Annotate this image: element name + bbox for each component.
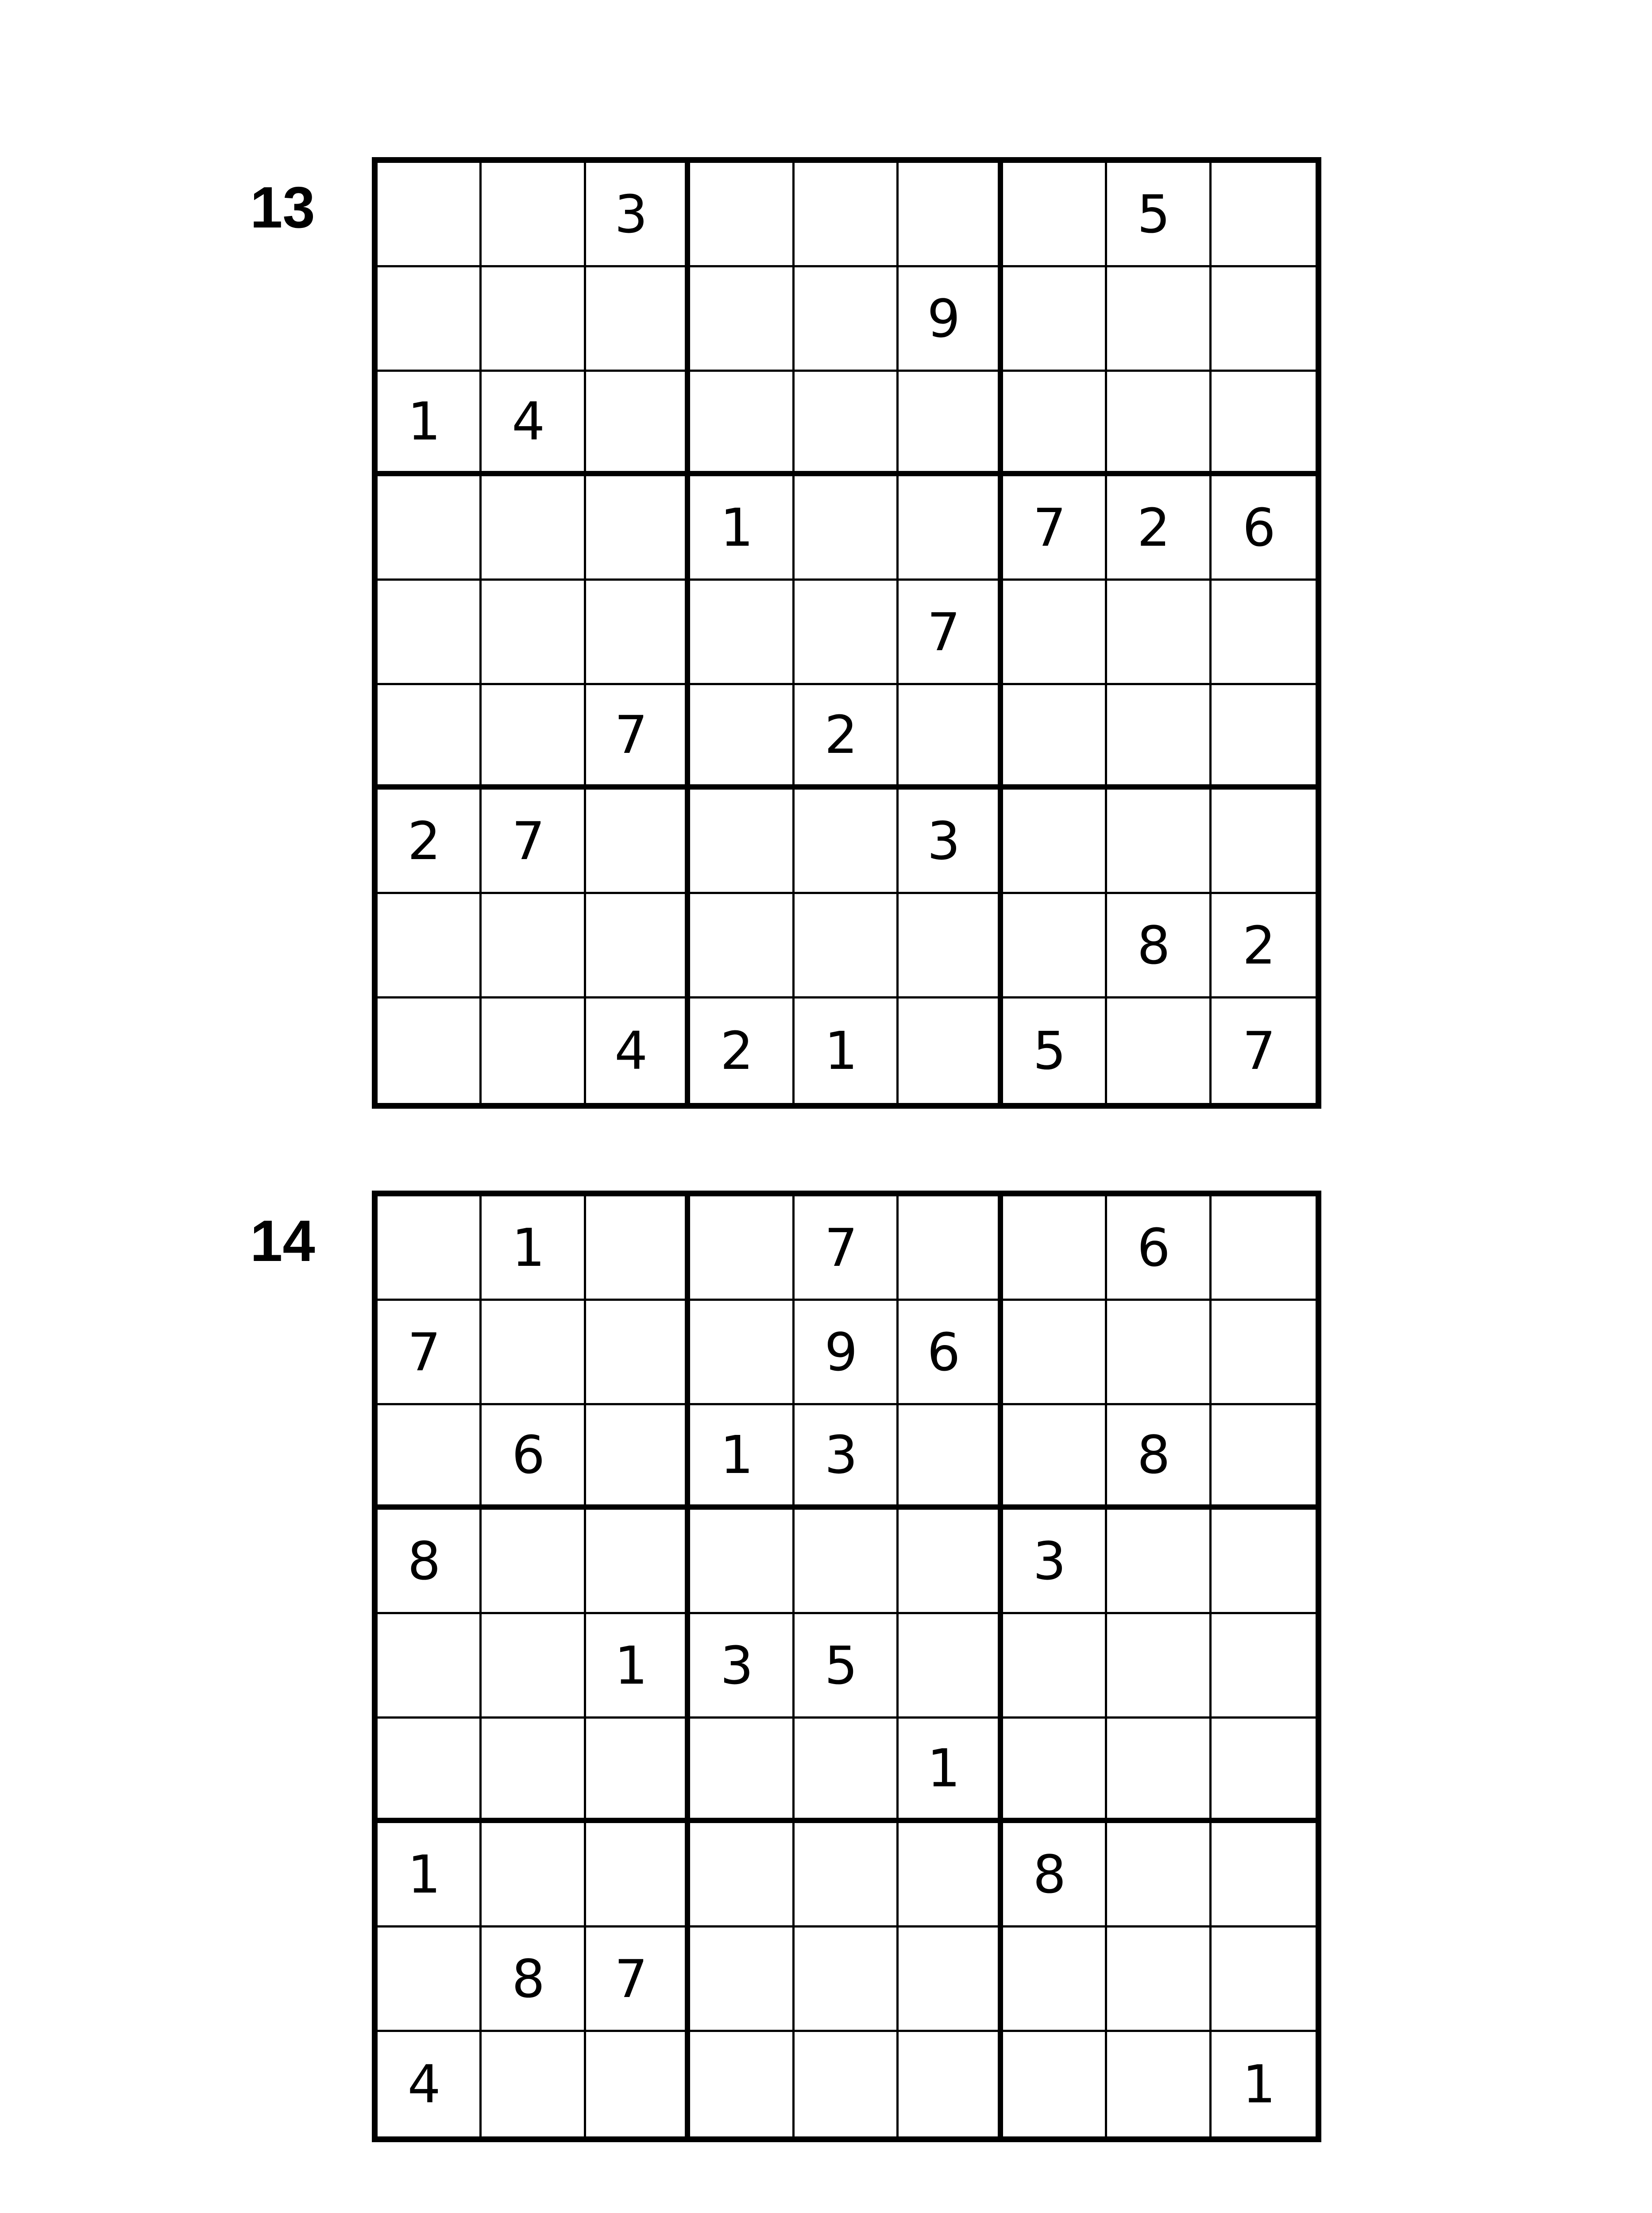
- sudoku-cell-r4-c1: [378, 1510, 482, 1614]
- sudoku-cell-r9-c5: [795, 999, 899, 1103]
- sudoku-cell-r7-c8: [1107, 1823, 1211, 1928]
- cell-digit: 7: [512, 810, 545, 871]
- sudoku-cell-r6-c2: [482, 1719, 586, 1823]
- sudoku-cell-r6-c5: [795, 685, 899, 790]
- sudoku-cell-r7-c8: [1107, 790, 1211, 894]
- sudoku-cell-r9-c2: [482, 999, 586, 1103]
- sudoku-cell-r5-c2: [482, 581, 586, 685]
- cell-digit: 4: [512, 391, 545, 452]
- sudoku-cell-r8-c3: [586, 1928, 690, 2032]
- sudoku-cell-r6-c6: [899, 685, 1003, 790]
- sudoku-cell-r3-c4: [690, 372, 794, 476]
- cell-digit: 3: [824, 1424, 858, 1485]
- cell-digit: 8: [512, 1948, 545, 2009]
- sudoku-cell-r7-c6: [899, 790, 1003, 894]
- sudoku-cell-r9-c8: [1107, 2032, 1211, 2136]
- sudoku-cell-r1-c9: [1212, 163, 1316, 267]
- sudoku-cell-r2-c5: [795, 267, 899, 372]
- sudoku-cell-r6-c5: [795, 1719, 899, 1823]
- sudoku-cell-r7-c3: [586, 790, 690, 894]
- sudoku-cell-r9-c3: [586, 2032, 690, 2136]
- cell-digit: 1: [512, 1217, 545, 1278]
- sudoku-cell-r4-c8: [1107, 476, 1211, 581]
- sudoku-cell-r4-c5: [795, 476, 899, 581]
- sudoku-cell-r9-c6: [899, 999, 1003, 1103]
- cell-digit: 8: [407, 1530, 441, 1592]
- sudoku-cell-r9-c4: [690, 2032, 794, 2136]
- sudoku-cell-r9-c2: [482, 2032, 586, 2136]
- sudoku-cell-r8-c7: [1003, 1928, 1107, 2032]
- sudoku-cell-r4-c7: [1003, 476, 1107, 581]
- sudoku-cell-r2-c7: [1003, 1301, 1107, 1405]
- cell-digit: 3: [614, 183, 648, 245]
- sudoku-cell-r3-c6: [899, 372, 1003, 476]
- sudoku-cell-r4-c2: [482, 1510, 586, 1614]
- cell-digit: 6: [1137, 1217, 1170, 1278]
- sudoku-cell-r1-c4: [690, 1196, 794, 1301]
- cell-digit: 1: [407, 391, 441, 452]
- sudoku-cell-r2-c9: [1212, 267, 1316, 372]
- cell-digit: 1: [614, 1635, 648, 1696]
- sudoku-cell-r2-c3: [586, 1301, 690, 1405]
- sudoku-puzzle-13: [250, 157, 1321, 1109]
- cell-digit: 7: [824, 1217, 858, 1278]
- cell-digit: 6: [1242, 497, 1276, 558]
- cell-digit: 5: [1137, 183, 1170, 245]
- sudoku-cell-r4-c1: [378, 476, 482, 581]
- sudoku-cell-r2-c4: [690, 267, 794, 372]
- sudoku-grid: [372, 157, 1321, 1109]
- sudoku-cell-r1-c1: [378, 1196, 482, 1301]
- sudoku-cell-r2-c7: [1003, 267, 1107, 372]
- sudoku-cell-r8-c1: [378, 1928, 482, 2032]
- sudoku-cell-r7-c9: [1212, 790, 1316, 894]
- sudoku-cell-r1-c2: [482, 163, 586, 267]
- cell-digit: 1: [720, 1424, 754, 1485]
- sudoku-cell-r8-c5: [795, 894, 899, 999]
- sudoku-cell-r9-c4: [690, 999, 794, 1103]
- sudoku-cell-r2-c3: [586, 267, 690, 372]
- sudoku-cell-r2-c9: [1212, 1301, 1316, 1405]
- sudoku-cell-r5-c5: [795, 1614, 899, 1719]
- sudoku-cell-r3-c5: [795, 1405, 899, 1510]
- sudoku-cell-r4-c7: [1003, 1510, 1107, 1614]
- sudoku-cell-r4-c9: [1212, 476, 1316, 581]
- sudoku-cell-r6-c8: [1107, 1719, 1211, 1823]
- cell-digit: 1: [1242, 2054, 1276, 2115]
- sudoku-cell-r6-c1: [378, 1719, 482, 1823]
- sudoku-cell-r2-c8: [1107, 1301, 1211, 1405]
- sudoku-cell-r5-c6: [899, 1614, 1003, 1719]
- sudoku-cell-r2-c6: [899, 1301, 1003, 1405]
- sudoku-cell-r1-c6: [899, 1196, 1003, 1301]
- sudoku-cell-r4-c6: [899, 1510, 1003, 1614]
- sudoku-cell-r3-c5: [795, 372, 899, 476]
- sudoku-cell-r6-c9: [1212, 685, 1316, 790]
- sudoku-cell-r1-c7: [1003, 1196, 1107, 1301]
- sudoku-cell-r3-c2: [482, 1405, 586, 1510]
- sudoku-cell-r3-c1: [378, 1405, 482, 1510]
- sudoku-cell-r7-c5: [795, 1823, 899, 1928]
- sudoku-cell-r6-c6: [899, 1719, 1003, 1823]
- cell-digit: 4: [407, 2054, 441, 2115]
- sudoku-cell-r5-c8: [1107, 581, 1211, 685]
- sudoku-cell-r1-c4: [690, 163, 794, 267]
- sudoku-cell-r9-c5: [795, 2032, 899, 2136]
- sudoku-cell-r4-c6: [899, 476, 1003, 581]
- sudoku-cell-r1-c8: [1107, 163, 1211, 267]
- sudoku-cell-r6-c3: [586, 1719, 690, 1823]
- puzzle-number: 14: [250, 1208, 315, 1273]
- cell-digit: 7: [407, 1321, 441, 1383]
- sudoku-cell-r8-c9: [1212, 894, 1316, 999]
- sudoku-cell-r3-c9: [1212, 372, 1316, 476]
- sudoku-cell-r2-c8: [1107, 267, 1211, 372]
- sudoku-cell-r9-c6: [899, 2032, 1003, 2136]
- sudoku-cell-r6-c8: [1107, 685, 1211, 790]
- sudoku-cell-r5-c4: [690, 581, 794, 685]
- sudoku-cell-r6-c1: [378, 685, 482, 790]
- sudoku-cell-r1-c3: [586, 163, 690, 267]
- cell-digit: 6: [512, 1424, 545, 1485]
- sudoku-cell-r5-c7: [1003, 581, 1107, 685]
- cell-digit: 3: [1033, 1530, 1066, 1592]
- sudoku-cell-r4-c3: [586, 476, 690, 581]
- cell-digit: 8: [1137, 1424, 1170, 1485]
- sudoku-cell-r1-c8: [1107, 1196, 1211, 1301]
- sudoku-cell-r5-c4: [690, 1614, 794, 1719]
- sudoku-cell-r3-c3: [586, 372, 690, 476]
- sudoku-cell-r5-c2: [482, 1614, 586, 1719]
- sudoku-cell-r3-c8: [1107, 372, 1211, 476]
- sudoku-cell-r4-c4: [690, 1510, 794, 1614]
- sudoku-cell-r8-c6: [899, 894, 1003, 999]
- cell-digit: 7: [1033, 497, 1066, 558]
- sudoku-cell-r3-c7: [1003, 372, 1107, 476]
- sudoku-cell-r5-c3: [586, 581, 690, 685]
- sudoku-cell-r1-c5: [795, 163, 899, 267]
- sudoku-cell-r6-c7: [1003, 685, 1107, 790]
- sudoku-cell-r8-c8: [1107, 894, 1211, 999]
- sudoku-cell-r6-c7: [1003, 1719, 1107, 1823]
- cell-digit: 2: [1137, 497, 1170, 558]
- sudoku-cell-r7-c5: [795, 790, 899, 894]
- sudoku-cell-r2-c1: [378, 1301, 482, 1405]
- sudoku-cell-r3-c8: [1107, 1405, 1211, 1510]
- sudoku-cell-r3-c2: [482, 372, 586, 476]
- sudoku-cell-r4-c9: [1212, 1510, 1316, 1614]
- sudoku-cell-r1-c1: [378, 163, 482, 267]
- sudoku-cell-r1-c9: [1212, 1196, 1316, 1301]
- sudoku-cell-r7-c2: [482, 1823, 586, 1928]
- cell-digit: 7: [927, 601, 961, 663]
- sudoku-cell-r1-c7: [1003, 163, 1107, 267]
- sudoku-cell-r6-c9: [1212, 1719, 1316, 1823]
- sudoku-cell-r9-c1: [378, 2032, 482, 2136]
- sudoku-cell-r5-c8: [1107, 1614, 1211, 1719]
- sudoku-cell-r1-c3: [586, 1196, 690, 1301]
- sudoku-cell-r5-c1: [378, 581, 482, 685]
- sudoku-cell-r5-c9: [1212, 581, 1316, 685]
- cell-digit: 2: [407, 810, 441, 871]
- sudoku-cell-r4-c3: [586, 1510, 690, 1614]
- sudoku-cell-r3-c1: [378, 372, 482, 476]
- cell-digit: 2: [1242, 914, 1276, 976]
- puzzle-number: 13: [250, 175, 315, 240]
- sudoku-cell-r9-c7: [1003, 999, 1107, 1103]
- sudoku-cell-r4-c2: [482, 476, 586, 581]
- sudoku-cell-r5-c3: [586, 1614, 690, 1719]
- sudoku-cell-r5-c1: [378, 1614, 482, 1719]
- cell-digit: 9: [824, 1321, 858, 1383]
- sudoku-cell-r9-c1: [378, 999, 482, 1103]
- sudoku-cell-r6-c3: [586, 685, 690, 790]
- cell-digit: 3: [720, 1635, 754, 1696]
- sudoku-cell-r9-c9: [1212, 999, 1316, 1103]
- cell-digit: 7: [614, 704, 648, 765]
- sudoku-cell-r3-c9: [1212, 1405, 1316, 1510]
- cell-digit: 5: [824, 1635, 858, 1696]
- sudoku-puzzle-14: [250, 1191, 1321, 2142]
- sudoku-cell-r5-c6: [899, 581, 1003, 685]
- sudoku-cell-r7-c1: [378, 1823, 482, 1928]
- sudoku-cell-r1-c2: [482, 1196, 586, 1301]
- sudoku-cell-r3-c3: [586, 1405, 690, 1510]
- sudoku-cell-r2-c6: [899, 267, 1003, 372]
- cell-digit: 4: [614, 1020, 648, 1081]
- sudoku-cell-r7-c6: [899, 1823, 1003, 1928]
- sudoku-cell-r7-c7: [1003, 790, 1107, 894]
- sudoku-cell-r7-c9: [1212, 1823, 1316, 1928]
- cell-digit: 7: [1242, 1020, 1276, 1081]
- cell-digit: 7: [614, 1948, 648, 2009]
- sudoku-cell-r7-c1: [378, 790, 482, 894]
- cell-digit: 1: [720, 497, 754, 558]
- sudoku-cell-r6-c2: [482, 685, 586, 790]
- cell-digit: 6: [927, 1321, 961, 1383]
- cell-digit: 1: [927, 1738, 961, 1799]
- sudoku-cell-r8-c4: [690, 1928, 794, 2032]
- sudoku-cell-r5-c7: [1003, 1614, 1107, 1719]
- sudoku-cell-r7-c4: [690, 790, 794, 894]
- sudoku-cell-r8-c5: [795, 1928, 899, 2032]
- sudoku-cell-r8-c2: [482, 894, 586, 999]
- cell-digit: 9: [927, 288, 961, 349]
- sudoku-cell-r1-c5: [795, 1196, 899, 1301]
- cell-digit: 8: [1137, 914, 1170, 976]
- sudoku-cell-r2-c2: [482, 267, 586, 372]
- sudoku-cell-r8-c1: [378, 894, 482, 999]
- sudoku-cell-r3-c4: [690, 1405, 794, 1510]
- sudoku-cell-r6-c4: [690, 685, 794, 790]
- cell-digit: 2: [824, 704, 858, 765]
- sudoku-cell-r2-c1: [378, 267, 482, 372]
- sudoku-cell-r3-c6: [899, 1405, 1003, 1510]
- sudoku-cell-r7-c2: [482, 790, 586, 894]
- sudoku-cell-r4-c4: [690, 476, 794, 581]
- sudoku-cell-r9-c7: [1003, 2032, 1107, 2136]
- sudoku-cell-r7-c4: [690, 1823, 794, 1928]
- sudoku-cell-r5-c9: [1212, 1614, 1316, 1719]
- sudoku-cell-r8-c9: [1212, 1928, 1316, 2032]
- sudoku-cell-r4-c8: [1107, 1510, 1211, 1614]
- cell-digit: 1: [824, 1020, 858, 1081]
- sudoku-cell-r9-c3: [586, 999, 690, 1103]
- cell-digit: 2: [720, 1020, 754, 1081]
- sudoku-cell-r7-c3: [586, 1823, 690, 1928]
- sudoku-cell-r8-c6: [899, 1928, 1003, 2032]
- sudoku-cell-r6-c4: [690, 1719, 794, 1823]
- sudoku-cell-r5-c5: [795, 581, 899, 685]
- sudoku-cell-r3-c7: [1003, 1405, 1107, 1510]
- sudoku-cell-r8-c7: [1003, 894, 1107, 999]
- sudoku-cell-r2-c4: [690, 1301, 794, 1405]
- sudoku-cell-r8-c4: [690, 894, 794, 999]
- cell-digit: 5: [1033, 1020, 1066, 1081]
- sudoku-cell-r7-c7: [1003, 1823, 1107, 1928]
- sudoku-cell-r9-c9: [1212, 2032, 1316, 2136]
- sudoku-cell-r8-c3: [586, 894, 690, 999]
- cell-digit: 1: [407, 1843, 441, 1905]
- sudoku-cell-r8-c8: [1107, 1928, 1211, 2032]
- sudoku-cell-r4-c5: [795, 1510, 899, 1614]
- sudoku-cell-r1-c6: [899, 163, 1003, 267]
- cell-digit: 8: [1033, 1843, 1066, 1905]
- sudoku-grid: [372, 1191, 1321, 2142]
- sudoku-cell-r2-c5: [795, 1301, 899, 1405]
- cell-digit: 3: [927, 810, 961, 871]
- sudoku-cell-r8-c2: [482, 1928, 586, 2032]
- sudoku-cell-r2-c2: [482, 1301, 586, 1405]
- sudoku-cell-r9-c8: [1107, 999, 1211, 1103]
